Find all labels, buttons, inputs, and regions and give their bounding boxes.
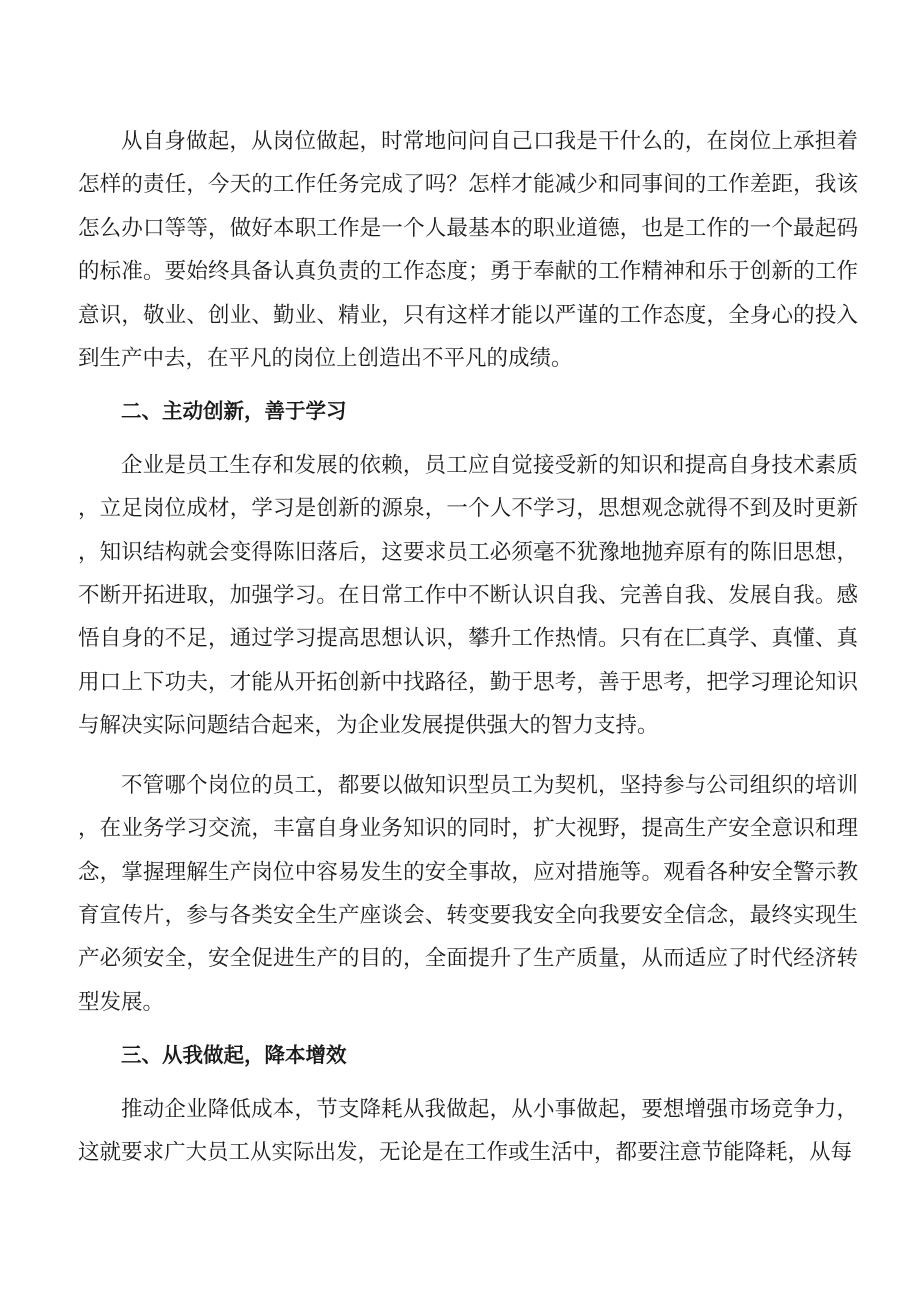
spacer <box>78 380 858 390</box>
document-body <box>78 120 858 1174</box>
spacer <box>78 1078 858 1088</box>
section-heading: 二、主动创新，善于学习 <box>121 399 347 424</box>
body-paragraph: 不管哪个岗位的员工，都要以做知识型员工为契机，坚持参与公司组织的培训，在业务学习交流，丰富自身业务知识的同时，扩大视野，提高生产安全意识和理念，掌握理解生产岗位中容易发生的安全事故，应对措施等。观看各种安全警示教育宣传片，参与各类安全生产座谈会、转变要我安全向我要安全信念，最终实现生产必须安全，安全促进生产的目的，全面提升了生产质量，从而适应了时代经济转型发展。 <box>78 772 858 1015</box>
body-paragraph: 从自身做起，从岗位做起，时常地问问自己口我是干什么的，在岗位上承担着怎样的责任，今天的工作任务完成了吗？怎样才能减少和同事间的工作差距，我该怎么办口等等，做好本职工作是一个人最基本的职业道德，也是工作的一个最起码的标准。要始终具备认真负责的工作态度；勇于奉献的工作精神和乐于创新的工作意识，敬业、创业、勤业、精业，只有这样才能以严谨的工作态度，全身心的投入到生产中去，在平凡的岗位上创造出不平凡的成绩。 <box>78 129 858 372</box>
spacer <box>78 1024 858 1034</box>
section-heading: 三、从我做起，降本增效 <box>121 1043 347 1068</box>
spacer <box>78 748 858 764</box>
spacer <box>78 434 858 444</box>
body-paragraph: 企业是员工生存和发展的依赖，员工应自觉接受新的知识和提高自身技术素质，立足岗位成材，学习是创新的源泉，一个人不学习，思想观念就得不到及时更新，知识结构就会变得陈旧落后，这要求员工必须毫不犹豫地抛弃原有的陈旧思想，不断开拓进取，加强学习。在日常工作中不断认识自我、完善自我、发展自我。感悟自身的不足，通过学习提高思想认识，攀升工作热情。只有在匚真学、真懂、真用口上下功夫，才能从开拓创新中找路径，勤于思考，善于思考，把学习理论知识与解决实际问题结合起来，为企业发展提供强大的智力支持。 <box>78 452 858 739</box>
body-paragraph: 推动企业降低成本，节支降耗从我做起，从小事做起，要想增强市场竞争力，这就要求广大员工从实际出发，无论是在工作或生活中，都要注意节能降耗，从每 <box>78 1096 858 1165</box>
